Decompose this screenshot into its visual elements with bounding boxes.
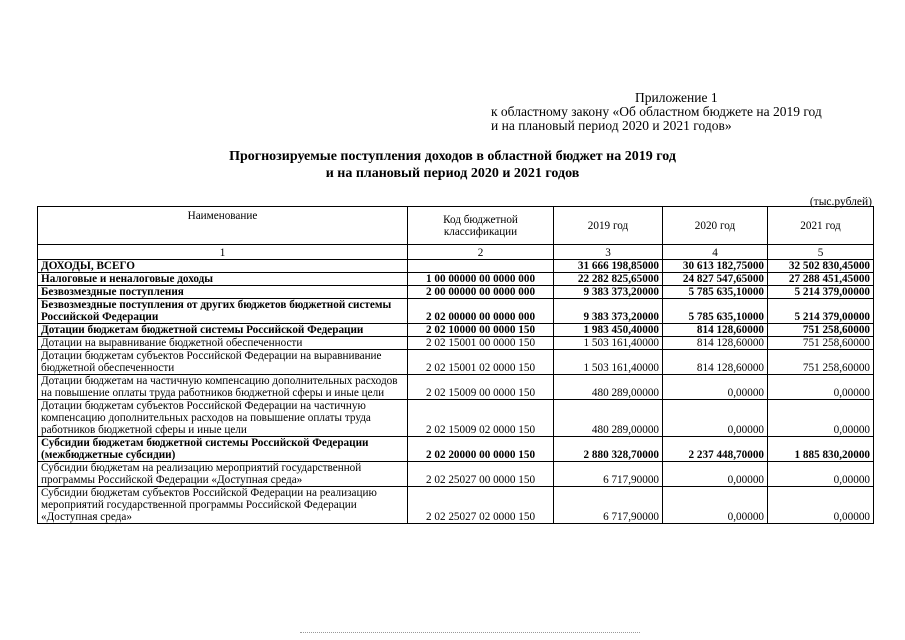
- row-name: Субсидии бюджетам субъектов Российской Федерации на реализацию мероприятий государственной программы Российской Федерации «Доступная среда»: [38, 487, 408, 524]
- row-value-2019: 22 282 825,65000: [554, 273, 663, 286]
- row-value-2020: 2 237 448,70000: [663, 437, 768, 462]
- table-row: [38, 400, 874, 437]
- row-code: 2 02 10000 00 0000 150: [408, 324, 554, 337]
- row-value-2019: 6 717,90000: [554, 462, 663, 487]
- column-index: 2: [408, 245, 554, 260]
- row-value-2019: 1 983 450,40000: [554, 324, 663, 337]
- row-name: Дотации бюджетам субъектов Российской Федерации на выравнивание бюджетной обеспеченности: [38, 350, 408, 375]
- row-value-2020: 0,00000: [663, 400, 768, 437]
- row-value-2019: 9 383 373,20000: [554, 299, 663, 324]
- row-code: 2 02 15009 00 0000 150: [408, 375, 554, 400]
- row-name: Налоговые и неналоговые доходы: [38, 273, 408, 286]
- row-value-2021: 751 258,60000: [768, 337, 874, 350]
- row-value-2020: 24 827 547,65000: [663, 273, 768, 286]
- row-value-2019: 1 503 161,40000: [554, 337, 663, 350]
- column-header-2019: 2019 год: [554, 207, 663, 245]
- row-name: Дотации на выравнивание бюджетной обеспеченности: [38, 337, 408, 350]
- row-value-2021: 5 214 379,00000: [768, 299, 874, 324]
- column-header-2020: 2020 год: [663, 207, 768, 245]
- table-row-total-revenue: [38, 260, 874, 273]
- title-line-2: и на плановый период 2020 и 2021 годов: [325, 166, 580, 181]
- row-value-2020: 0,00000: [663, 487, 768, 524]
- row-name: Субсидии бюджетам на реализацию мероприятий государственной программы Российской Федерации «Доступная среда»: [38, 462, 408, 487]
- row-code: 2 02 20000 00 0000 150: [408, 437, 554, 462]
- row-value-2020: 5 785 635,10000: [663, 286, 768, 299]
- row-code: 2 00 00000 00 0000 000: [408, 286, 554, 299]
- table-row: [38, 487, 874, 524]
- column-header-2021: 2021 год: [768, 207, 874, 245]
- row-name: Дотации бюджетам субъектов Российской Федерации на частичную компенсацию дополнительных расходов на повышение оплаты труда работников бюджетной сферы и иные цели: [38, 400, 408, 437]
- table-row: [38, 273, 874, 286]
- row-value-2021: 0,00000: [768, 462, 874, 487]
- row-value-2021: 1 885 830,20000: [768, 437, 874, 462]
- column-index: 3: [554, 245, 663, 260]
- row-code: 2 02 25027 02 0000 150: [408, 487, 554, 524]
- row-value-2020: 814 128,60000: [663, 324, 768, 337]
- page-bottom-artifact: [300, 632, 640, 635]
- table-row: [38, 350, 874, 375]
- appendix-law-reference: к областному закону «Об областном бюджете на 2019 год: [491, 104, 822, 119]
- appendix-number: Приложение 1: [635, 90, 718, 105]
- table-row: [38, 286, 874, 299]
- units-label: (тыс.рублей): [809, 196, 872, 208]
- row-value-2021: 32 502 830,45000: [768, 260, 874, 273]
- table-row: [38, 437, 874, 462]
- row-value-2021: 0,00000: [768, 375, 874, 400]
- row-name: Безвозмездные поступления от других бюджетов бюджетной системы Российской Федерации: [38, 299, 408, 324]
- row-value-2019: 480 289,00000: [554, 400, 663, 437]
- column-index: 1: [38, 245, 408, 260]
- row-value-2019: 6 717,90000: [554, 487, 663, 524]
- document-title: [0, 148, 905, 182]
- row-value-2021: 0,00000: [768, 487, 874, 524]
- table-row: [38, 375, 874, 400]
- row-value-2020: 30 613 182,75000: [663, 260, 768, 273]
- column-header-code: Код бюджетной классификации: [408, 207, 554, 245]
- row-value-2019: 480 289,00000: [554, 375, 663, 400]
- row-value-2020: 0,00000: [663, 462, 768, 487]
- row-name: Дотации бюджетам бюджетной системы Российской Федерации: [38, 324, 408, 337]
- row-value-2020: 814 128,60000: [663, 337, 768, 350]
- revenue-table: [37, 206, 874, 524]
- row-value-2021: 0,00000: [768, 400, 874, 437]
- row-value-2020: 814 128,60000: [663, 350, 768, 375]
- table-row: [38, 324, 874, 337]
- row-name: Субсидии бюджетам бюджетной системы Российской Федерации (межбюджетные субсидии): [38, 437, 408, 462]
- row-code: 2 02 25027 00 0000 150: [408, 462, 554, 487]
- row-value-2020: 5 785 635,10000: [663, 299, 768, 324]
- row-value-2021: 751 258,60000: [768, 350, 874, 375]
- row-code: [408, 260, 554, 273]
- row-code: 2 02 00000 00 0000 000: [408, 299, 554, 324]
- row-name: Дотации бюджетам на частичную компенсацию дополнительных расходов на повышение оплаты труда работников бюджетной сферы и иные цели: [38, 375, 408, 400]
- column-index: 4: [663, 245, 768, 260]
- row-value-2020: 0,00000: [663, 375, 768, 400]
- row-code: 2 02 15009 02 0000 150: [408, 400, 554, 437]
- table-row: [38, 299, 874, 324]
- row-code: 2 02 15001 00 0000 150: [408, 337, 554, 350]
- row-code: 2 02 15001 02 0000 150: [408, 350, 554, 375]
- column-header-name: Наименование: [38, 207, 408, 245]
- title-line-1: Прогнозируемые поступления доходов в областной бюджет на 2019 год: [229, 149, 676, 164]
- row-value-2019: 2 880 328,70000: [554, 437, 663, 462]
- row-value-2019: 1 503 161,40000: [554, 350, 663, 375]
- appendix-law-period: и на плановый период 2020 и 2021 годов»: [491, 118, 732, 133]
- row-value-2019: 31 666 198,85000: [554, 260, 663, 273]
- table-row: [38, 462, 874, 487]
- row-value-2021: 27 288 451,45000: [768, 273, 874, 286]
- row-name: Безвозмездные поступления: [38, 286, 408, 299]
- table-header-row: [38, 207, 874, 245]
- row-code: 1 00 00000 00 0000 000: [408, 273, 554, 286]
- row-value-2021: 751 258,60000: [768, 324, 874, 337]
- row-value-2021: 5 214 379,00000: [768, 286, 874, 299]
- row-value-2019: 9 383 373,20000: [554, 286, 663, 299]
- column-index-row: [38, 245, 874, 260]
- appendix-header: [491, 91, 891, 133]
- row-name: ДОХОДЫ, ВСЕГО: [38, 260, 408, 273]
- column-index: 5: [768, 245, 874, 260]
- table-row: [38, 337, 874, 350]
